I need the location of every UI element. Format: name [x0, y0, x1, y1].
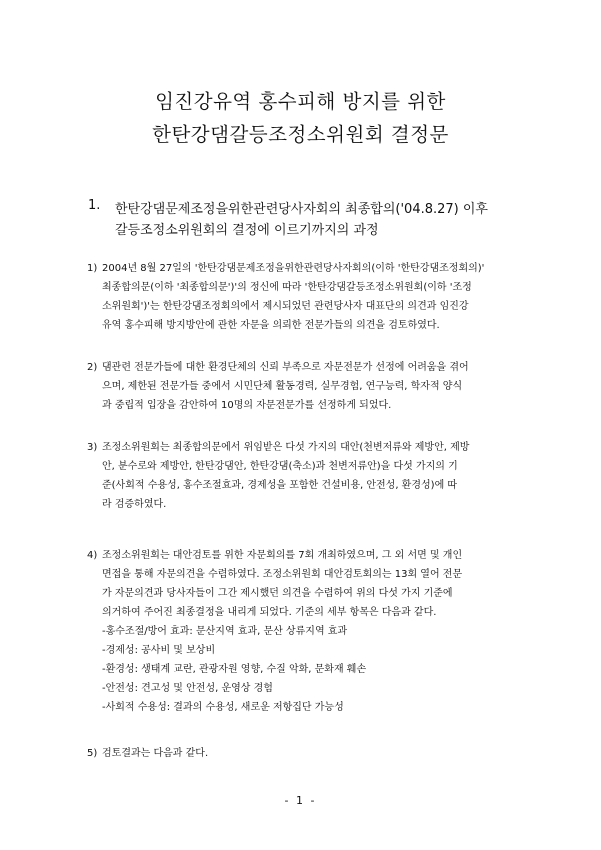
paragraph-line: 으며, 제한된 전문가들 중에서 시민단체 활동경력, 실무경험, 연구능력, 학자적 양식 — [102, 381, 463, 392]
paragraph-line: 2004년 8월 27일의 '한탄강댐문제조정을위한관련당사자회의(이하 '한탄강댐조정회의)' — [102, 263, 485, 274]
section-number: 1. — [88, 198, 101, 213]
paragraph-number: 4) — [87, 550, 98, 561]
paragraph-line: 검토결과는 다음과 같다. — [102, 748, 209, 759]
paragraph-line: 댐관련 전문가들에 대한 환경단체의 신뢰 부족으로 자문전문가 선정에 어려움을 겪어 — [102, 362, 469, 373]
criteria-item: -사회적 수용성: 결과의 수용성, 새로운 저항집단 가능성 — [102, 702, 344, 713]
paragraph-line: 안, 분수로와 제방안, 한탄강댐안, 한탄강댐(축소)과 천변저류안)을 다섯 가지의 기 — [102, 461, 458, 472]
criteria-item: -안전성: 견고성 및 안전성, 운영상 경험 — [102, 683, 273, 694]
paragraph-line: 소위원회')'는 한탄강댐조정회의에서 제시되었던 관련당사자 대표단의 의견과 임진강 — [102, 301, 469, 312]
criteria-item: -환경성: 생태계 교란, 관광자원 영향, 수질 악화, 문화재 훼손 — [102, 664, 367, 675]
document-title-line2: 한탄강댐갈등조정소위원회 결정문 — [152, 123, 449, 146]
paragraph-line: 조정소위원회는 대안검토를 위한 자문회의를 7회 개최하였으며, 그 외 서면 및 개인 — [102, 550, 463, 561]
paragraph-line: 가 자문의견과 당사자들이 그간 제시했던 의견을 수렴하여 위의 다섯 가지 기준에 — [102, 588, 453, 599]
paragraph-line: 의거하여 주어진 최종결정을 내리게 되었다. 기준의 세부 항목은 다음과 같다. — [102, 607, 437, 618]
criteria-item: -경제성: 공사비 및 보상비 — [102, 645, 216, 656]
paragraph-line: 유역 홍수피해 방지방안에 관한 자문을 의뢰한 전문가들의 의견을 검토하였다. — [102, 320, 440, 331]
section-heading-line2: 갈등조정소위원회의 결정에 이르기까지의 과정 — [115, 223, 379, 238]
paragraph-3 — [87, 438, 469, 514]
paragraph-4 — [87, 546, 462, 717]
paragraph-line: 과 중립적 입장을 감안하여 10명의 자문전문가를 선정하게 되었다. — [102, 400, 392, 411]
section-heading-line1: 한탄강댐문제조정을위한관련당사자회의 최종합의('04.8.27) 이후 — [115, 202, 488, 217]
document-title-line1: 임진강유역 홍수피해 방지를 위한 — [155, 90, 446, 113]
paragraph-line: 최종합의문(이하 '최종합의문')'의 정신에 따라 '한탄강댐갈등조정소위원회(이하 '조정 — [102, 282, 472, 293]
paragraph-number: 2) — [87, 362, 98, 373]
page-number: - 1 - — [284, 794, 317, 807]
paragraph-number: 3) — [87, 442, 98, 453]
paragraph-number: 1) — [87, 263, 98, 274]
paragraph-line: 준(사회적 수용성, 홍수조절효과, 경제성을 포함한 건설비용, 안전성, 환경성)에 따 — [102, 480, 458, 491]
paragraph-line: 면접을 통해 자문의견을 수렴하였다. 조정소위원회 대안검토회의는 13회 열어 전문 — [102, 569, 463, 580]
paragraph-number: 5) — [87, 748, 98, 759]
paragraph-line: 조정소위원회는 최종합의문에서 위임받은 다섯 가지의 대안(천변저류와 제방안, 제방 — [102, 442, 470, 453]
paragraph-line: 라 검증하였다. — [102, 499, 167, 510]
paragraph-1 — [87, 259, 484, 335]
paragraph-5 — [87, 744, 208, 763]
criteria-item: -홍수조절/방어 효과: 문산지역 효과, 문산 상류지역 효과 — [102, 626, 348, 637]
paragraph-2 — [87, 358, 469, 415]
